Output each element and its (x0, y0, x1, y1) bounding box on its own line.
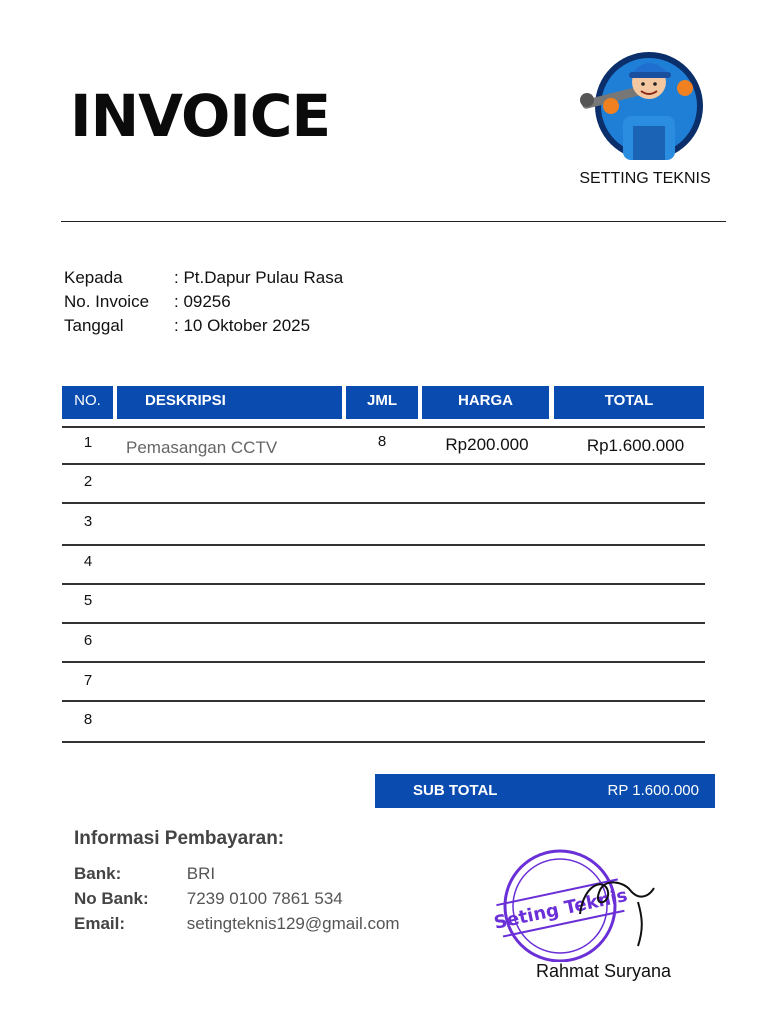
subtotal-label: SUB TOTAL (413, 782, 498, 799)
header-quantity: JML (346, 386, 418, 419)
row-number: 2 (83, 473, 93, 490)
row-number: 8 (83, 711, 93, 728)
payment-account-label: No Bank: (74, 889, 149, 908)
subtotal-bar (375, 774, 715, 808)
meta-key: Kepada (64, 268, 123, 287)
payment-email-value: setingteknis129@gmail.com (186, 914, 400, 933)
payment-bank-label: Bank: (74, 864, 122, 883)
row-divider (62, 463, 705, 465)
row-divider (62, 661, 705, 663)
row-total: Rp1.600.000 (586, 436, 685, 455)
plumber-mascot-icon (577, 44, 707, 162)
payment-info-title: Informasi Pembayaran: (74, 828, 285, 849)
company-stamp (488, 842, 668, 962)
subtotal-value: RP 1.600.000 (607, 782, 699, 799)
header-divider (61, 221, 726, 222)
meta-row-recipient (64, 266, 343, 290)
row-divider (62, 544, 705, 546)
row-quantity: 8 (377, 433, 387, 450)
row-divider (62, 502, 705, 504)
payment-bank-value: BRI (186, 864, 216, 883)
meta-row-date (64, 314, 343, 338)
meta-value: : 09256 (174, 292, 231, 311)
stamp-text: Seting Teknis (492, 885, 630, 934)
payment-account-row (74, 889, 343, 909)
row-price: Rp200.000 (445, 435, 529, 454)
payment-email-row (74, 914, 400, 934)
row-number: 1 (83, 434, 93, 451)
meta-value: : Pt.Dapur Pulau Rasa (174, 268, 344, 287)
meta-value: : 10 Oktober 2025 (174, 316, 311, 335)
header-no: NO. (62, 386, 113, 419)
row-description: Pemasangan CCTV (126, 438, 278, 457)
company-name: SETTING TEKNIS (579, 170, 711, 187)
row-divider (62, 426, 705, 428)
invoice-meta (64, 266, 343, 338)
row-number: 7 (83, 672, 93, 689)
header-description: DESKRIPSI (117, 386, 342, 419)
row-divider (62, 622, 705, 624)
row-divider (62, 741, 705, 743)
row-number: 5 (83, 592, 93, 609)
payment-account-value: 7239 0100 7861 534 (186, 889, 343, 908)
row-divider (62, 700, 705, 702)
payment-bank-row (74, 864, 215, 884)
row-number: 3 (83, 513, 93, 530)
payment-email-label: Email: (74, 914, 126, 933)
row-divider (62, 583, 705, 585)
row-number: 4 (83, 553, 93, 570)
row-number: 6 (83, 632, 93, 649)
header-total: TOTAL (554, 386, 704, 419)
invoice-title: INVOICE (70, 82, 331, 150)
header-price: HARGA (422, 386, 549, 419)
meta-row-invoice-number (64, 290, 343, 314)
meta-key: Tanggal (64, 316, 124, 335)
signer-name: Rahmat Suryana (536, 961, 672, 981)
meta-key: No. Invoice (64, 292, 150, 311)
